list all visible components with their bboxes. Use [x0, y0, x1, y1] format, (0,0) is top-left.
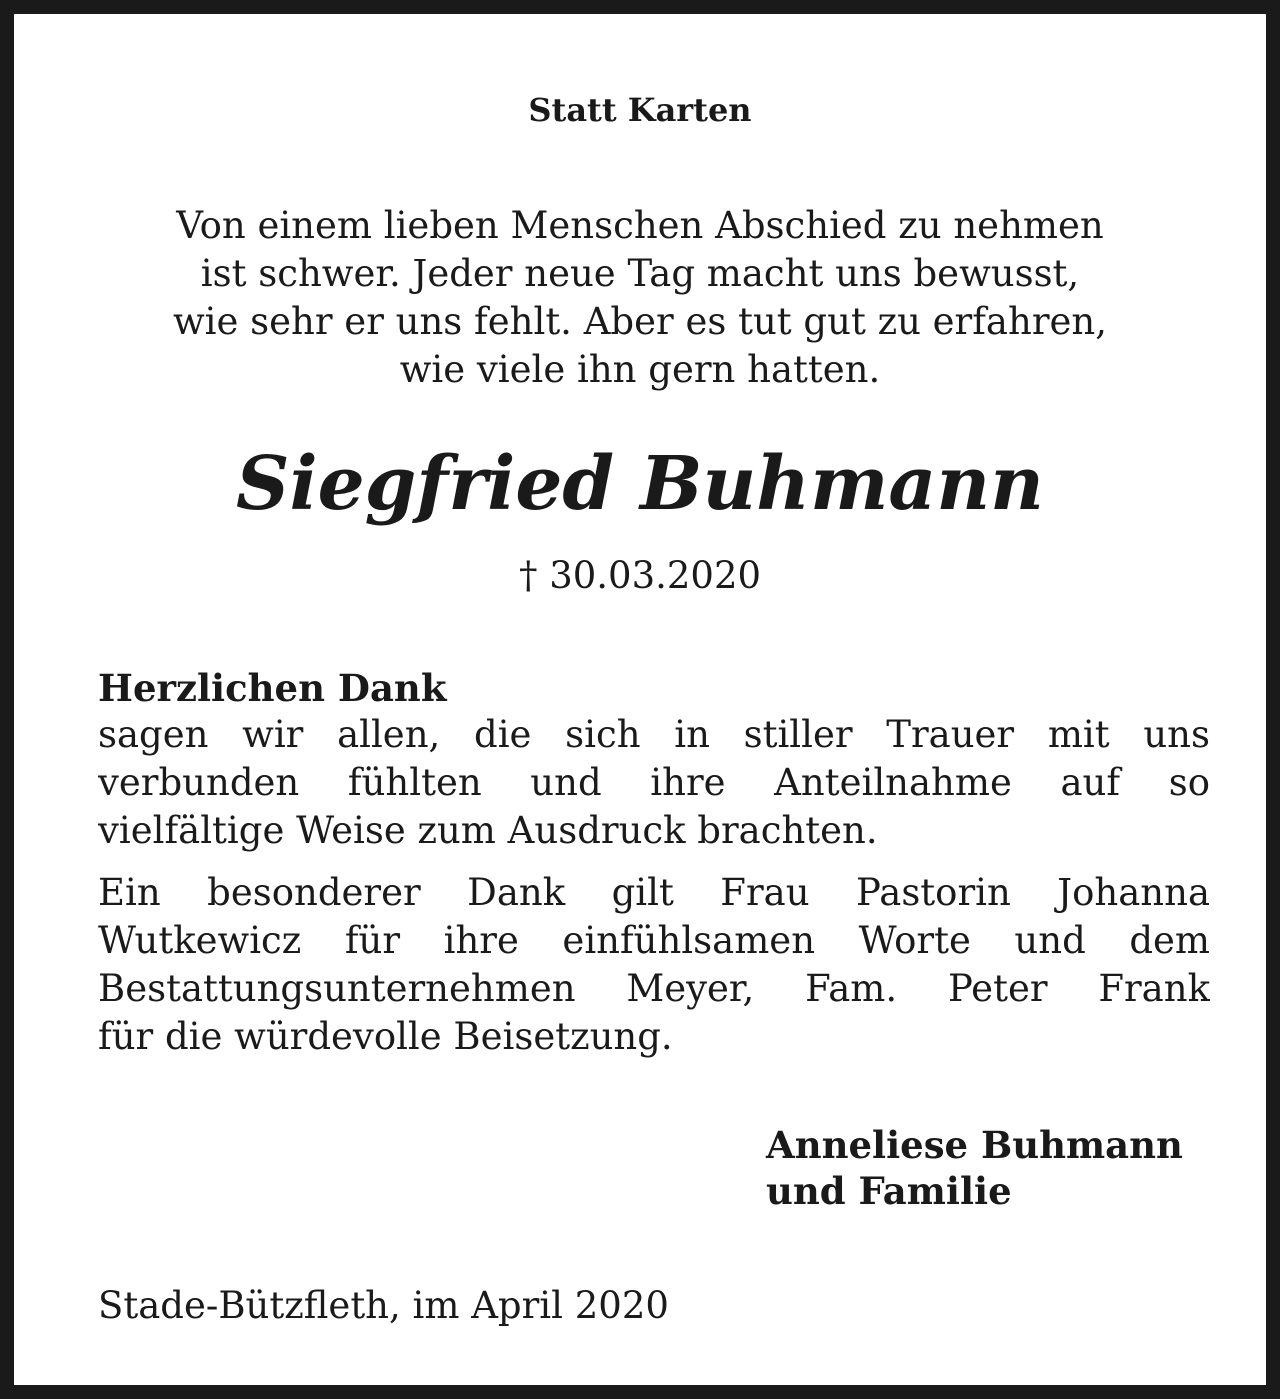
- thanks-paragraph-1: [98, 711, 1210, 855]
- death-date: † 30.03.2020: [518, 554, 762, 597]
- signature-line: und Familie: [766, 1169, 1012, 1213]
- deceased-name: Siegfried Buhmann: [236, 441, 1044, 527]
- statt-karten-label: Statt Karten: [528, 91, 752, 129]
- paragraph-line: Ein besonderer Dank gilt Frau Pastorin Johanna: [98, 871, 1210, 914]
- thanks-paragraph-2: [98, 869, 1210, 1061]
- signature: [766, 1122, 1183, 1214]
- place-and-date: Stade-Bützfleth, im April 2020: [98, 1284, 669, 1327]
- paragraph-line: Bestattungsunternehmen Meyer, Fam. Peter Frank: [98, 967, 1210, 1010]
- paragraph-line: verbunden fühlten und ihre Anteilnahme auf so: [98, 761, 1210, 804]
- paragraph-line: Wutkewicz für ihre einfühlsamen Worte und dem: [98, 919, 1210, 962]
- thanks-heading: Herzlichen Dank: [98, 666, 447, 710]
- paragraph-line: vielfältige Weise zum Ausdruck brachten.: [98, 809, 878, 852]
- quote-line: wie viele ihn gern hatten.: [399, 348, 881, 391]
- paragraph-line: sagen wir allen, die sich in stiller Trauer mit uns: [98, 713, 1210, 756]
- paragraph-line: für die würdevolle Beisetzung.: [98, 1015, 673, 1058]
- quote-line: wie sehr er uns fehlt. Aber es tut gut zu erfahren,: [172, 300, 1107, 343]
- quote-line: ist schwer. Jeder neue Tag macht uns bewusst,: [200, 252, 1080, 295]
- farewell-quote: [74, 202, 1206, 394]
- signature-line: Anneliese Buhmann: [766, 1123, 1183, 1167]
- quote-line: Von einem lieben Menschen Abschied zu nehmen: [176, 204, 1104, 247]
